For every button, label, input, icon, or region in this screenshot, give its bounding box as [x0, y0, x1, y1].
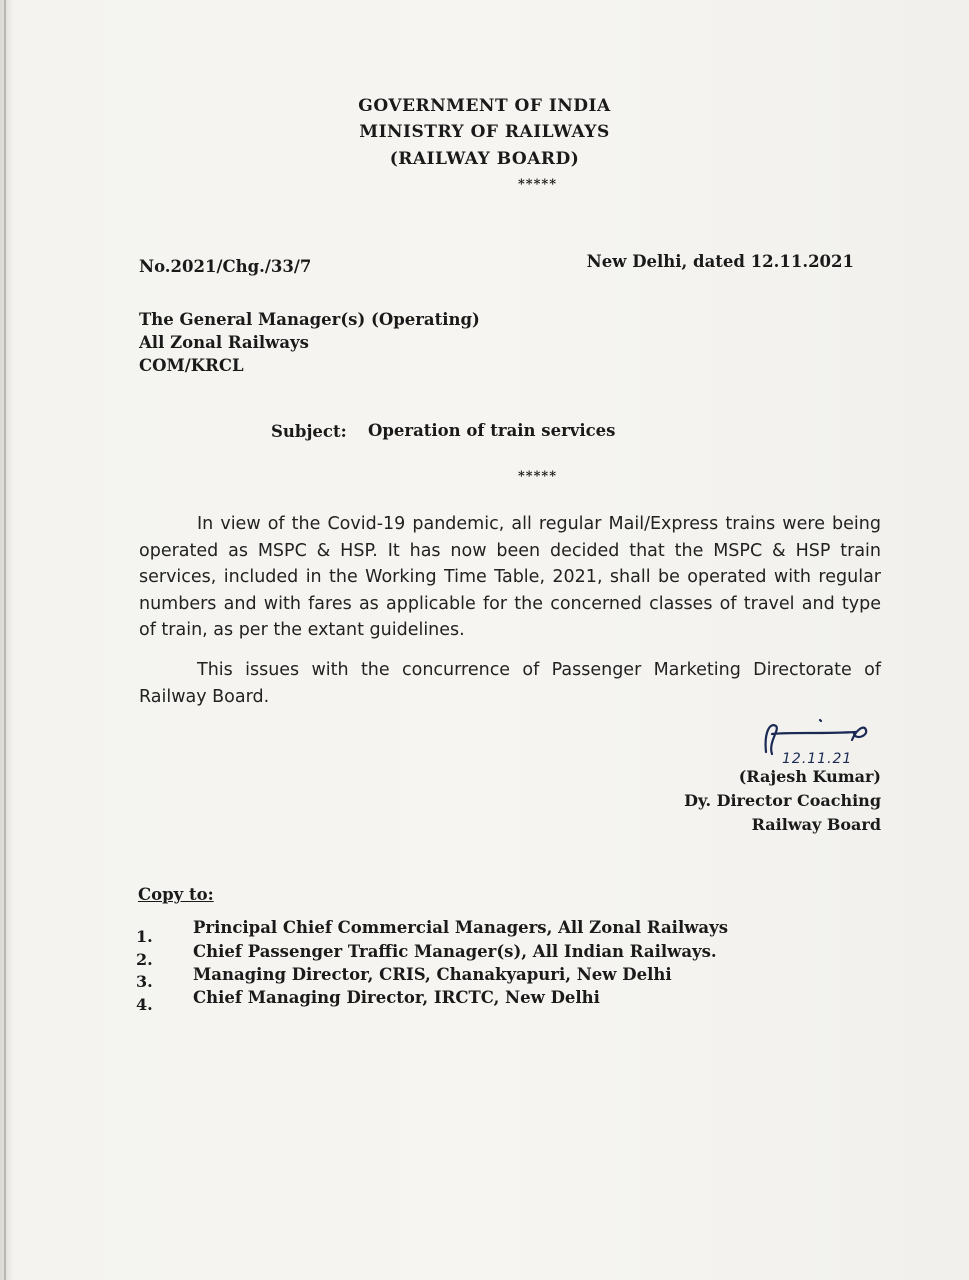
header-stars: ***** [518, 177, 557, 192]
copy-item-4-text: Chief Managing Director, IRCTC, New Delhi [193, 988, 600, 1007]
copy-item-2-text: Chief Passenger Traffic Manager(s), All Indian Railways. [193, 942, 717, 961]
subject-stars: ***** [518, 469, 557, 484]
copy-item-4-number: 4. [136, 995, 153, 1014]
addressee-line-3: COM/KRCL [139, 356, 244, 375]
copy-item-2-number: 2. [136, 950, 153, 969]
copy-item-3-text: Managing Director, CRIS, Chanakyapuri, New Delhi [193, 965, 672, 984]
addressee-line-1: The General Manager(s) (Operating) [139, 310, 480, 329]
signatory-office: Railway Board [751, 815, 881, 834]
header-ministry: MINISTRY OF RAILWAYS [359, 122, 610, 142]
subject-text: Operation of train services [368, 421, 616, 440]
copy-item-1-number: 1. [136, 927, 153, 946]
body-paragraph-2: This issues with the concurrence of Passenger Marketing Directorate of Railway Board. [139, 660, 881, 707]
signature-handwritten-date: 12.11.21 [782, 751, 853, 767]
reference-date: New Delhi, dated 12.11.2021 [586, 252, 854, 271]
copy-item-1-text: Principal Chief Commercial Managers, All Zonal Railways [193, 918, 728, 937]
reference-number: No.2021/Chg./33/7 [139, 257, 312, 276]
addressee-line-2: All Zonal Railways [139, 333, 309, 352]
signatory-name: (Rajesh Kumar) [738, 767, 881, 786]
signatory-designation: Dy. Director Coaching [684, 791, 881, 810]
copy-item-3-number: 3. [136, 972, 153, 991]
header-government: GOVERNMENT OF INDIA [358, 96, 611, 116]
subject-label: Subject: [271, 422, 347, 441]
copy-to-heading: Copy to: [138, 885, 214, 904]
body-paragraph-1: In view of the Covid-19 pandemic, all regular Mail/Express trains were being operated as MSPC & HSP. It has now been decided that the MSPC & HSP train services, included in the Working Time Table, 2021, shall be operated with regular numbers and with fares as applicable for the concerned classes of travel and type of train, as per the extant guidelines. [139, 514, 881, 640]
paper-edge [4, 0, 6, 1280]
header-board: (RAILWAY BOARD) [389, 149, 580, 169]
